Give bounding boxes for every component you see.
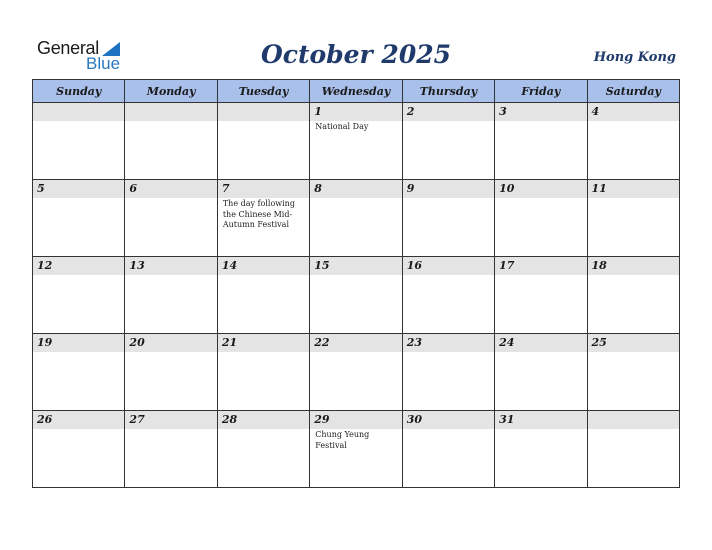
holiday-note: [125, 121, 216, 122]
holiday-note: [495, 352, 586, 353]
day-cell: [587, 180, 679, 257]
holiday-note: [588, 198, 679, 199]
day-number: 29: [310, 411, 401, 429]
day-cell: [402, 180, 494, 257]
day-number: 1: [310, 103, 401, 121]
week-row: [33, 334, 680, 411]
day-number: 23: [403, 334, 494, 352]
logo-text-general: General: [37, 38, 99, 58]
day-cell: [33, 257, 125, 334]
holiday-note: [495, 429, 586, 430]
day-number: 3: [495, 103, 586, 121]
day-number: 10: [495, 180, 586, 198]
weekday-header: Sunday: [33, 80, 125, 103]
day-number: 19: [33, 334, 124, 352]
holiday-note: [403, 429, 494, 430]
holiday-note: [125, 275, 216, 276]
day-cell: [587, 411, 679, 488]
day-number: 28: [218, 411, 309, 429]
holiday-note: [588, 429, 679, 430]
week-row: [33, 411, 680, 488]
day-number: 7: [218, 180, 309, 198]
day-cell: [495, 103, 587, 180]
weekday-header: Tuesday: [217, 80, 309, 103]
day-cell: [310, 180, 402, 257]
weekday-header: Monday: [125, 80, 217, 103]
holiday-note: [33, 429, 124, 430]
holiday-note: [403, 121, 494, 122]
day-cell: [310, 334, 402, 411]
weekday-header: Thursday: [402, 80, 494, 103]
day-cell: [495, 334, 587, 411]
day-number: 31: [495, 411, 586, 429]
day-number: 5: [33, 180, 124, 198]
holiday-note: [403, 198, 494, 199]
holiday-note: [218, 275, 309, 276]
day-cell: [33, 411, 125, 488]
day-number: 4: [588, 103, 679, 121]
day-number: 9: [403, 180, 494, 198]
weekday-header: Friday: [495, 80, 587, 103]
day-cell: [217, 180, 309, 257]
day-cell: [125, 257, 217, 334]
day-cell: [310, 411, 402, 488]
day-cell: [402, 411, 494, 488]
weekday-header: Saturday: [587, 80, 679, 103]
day-number: 2: [403, 103, 494, 121]
day-cell: [125, 411, 217, 488]
day-number: 8: [310, 180, 401, 198]
holiday-note: [125, 352, 216, 353]
day-number: 20: [125, 334, 216, 352]
day-number: 21: [218, 334, 309, 352]
weekday-header: Wednesday: [310, 80, 402, 103]
weekday-header-row: [33, 80, 680, 103]
holiday-note: [125, 429, 216, 430]
day-number: 22: [310, 334, 401, 352]
holiday-note: [403, 352, 494, 353]
week-row: [33, 257, 680, 334]
holiday-note: [588, 352, 679, 353]
day-cell: [33, 180, 125, 257]
day-cell: [587, 103, 679, 180]
holiday-note: [310, 275, 401, 276]
day-number: 12: [33, 257, 124, 275]
holiday-note: [310, 198, 401, 199]
day-cell: [125, 180, 217, 257]
day-number: 25: [588, 334, 679, 352]
calendar-grid: [32, 79, 680, 488]
holiday-note: [403, 275, 494, 276]
day-number: 16: [403, 257, 494, 275]
holiday-note: [125, 198, 216, 199]
day-number: 13: [125, 257, 216, 275]
day-number: 6: [125, 180, 216, 198]
day-cell: [495, 257, 587, 334]
day-number: 26: [33, 411, 124, 429]
day-cell: [310, 103, 402, 180]
logo-text-blue: Blue: [86, 54, 121, 73]
day-cell: [402, 103, 494, 180]
day-cell: [217, 103, 309, 180]
day-cell: [310, 257, 402, 334]
day-cell: [217, 257, 309, 334]
day-cell: [33, 103, 125, 180]
holiday-note: [218, 121, 309, 122]
day-cell: [217, 334, 309, 411]
day-cell: [587, 257, 679, 334]
holiday-note: [33, 121, 124, 122]
holiday-note: The day following the Chinese Mid-Autumn Festival: [222, 199, 295, 229]
holiday-note: [495, 121, 586, 122]
day-cell: [402, 257, 494, 334]
holiday-note: [495, 198, 586, 199]
day-number: 11: [588, 180, 679, 198]
holiday-note: [218, 352, 309, 353]
holiday-note: [588, 275, 679, 276]
day-number: 15: [310, 257, 401, 275]
day-number: 14: [218, 257, 309, 275]
day-cell: [125, 103, 217, 180]
holiday-note: [310, 352, 401, 353]
holiday-note: [33, 352, 124, 353]
holiday-note: [588, 121, 679, 122]
day-number: [125, 103, 216, 121]
day-number: [218, 103, 309, 121]
week-row: [33, 103, 680, 180]
day-cell: [217, 411, 309, 488]
day-number: 18: [588, 257, 679, 275]
day-number: 17: [495, 257, 586, 275]
week-row: [33, 180, 680, 257]
day-cell: [33, 334, 125, 411]
holiday-note: [218, 429, 309, 430]
holiday-note: [33, 275, 124, 276]
day-number: 27: [125, 411, 216, 429]
day-cell: [125, 334, 217, 411]
calendar-title: October 2025: [260, 40, 452, 69]
day-cell: [402, 334, 494, 411]
day-cell: [495, 411, 587, 488]
day-number: 30: [403, 411, 494, 429]
day-cell: [587, 334, 679, 411]
holiday-note: Chung Yeung Festival: [315, 430, 370, 450]
holiday-note: [33, 198, 124, 199]
holiday-note: National Day: [315, 122, 369, 131]
day-number: [33, 103, 124, 121]
day-number: 24: [495, 334, 586, 352]
region-label: Hong Kong: [593, 50, 676, 65]
day-number: [588, 411, 679, 429]
day-cell: [495, 180, 587, 257]
holiday-note: [495, 275, 586, 276]
